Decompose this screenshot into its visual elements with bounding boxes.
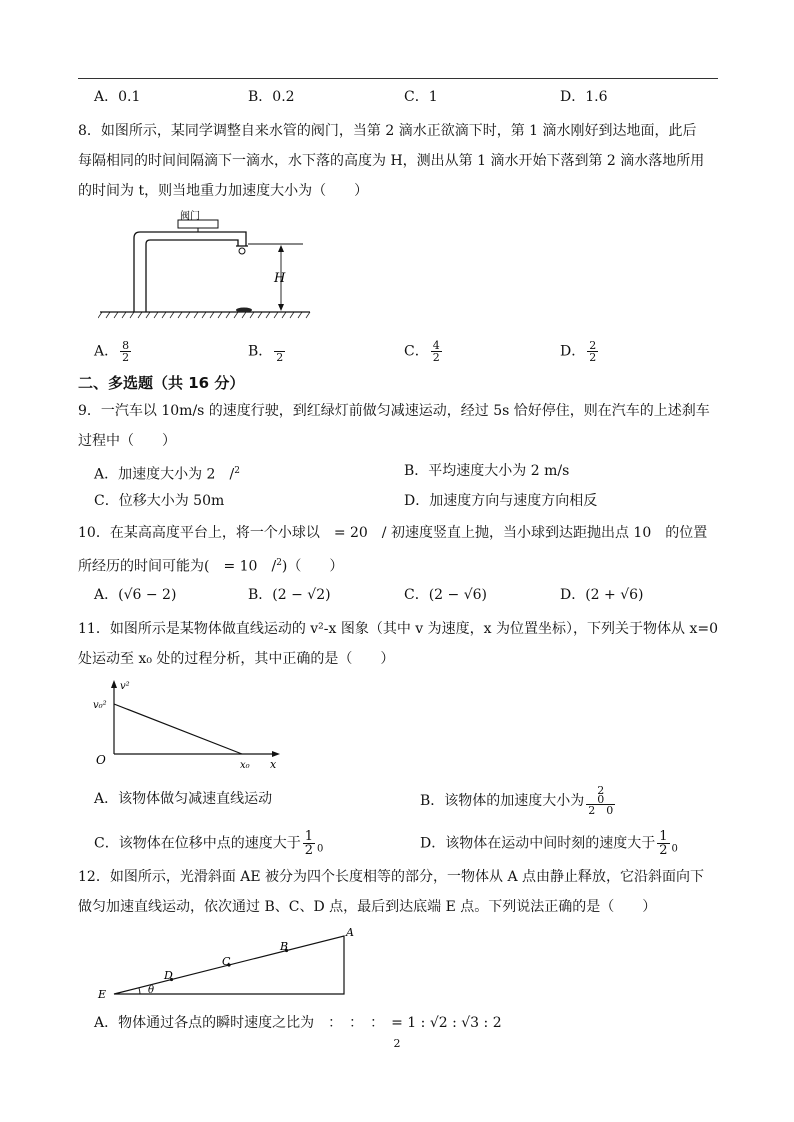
incline-figure: [92, 924, 362, 1004]
q8-line-2: 每隔相同的时间间隔滴下一滴水，水下落的高度为 H，测出从第 1 滴水开始下落到第 2 滴水落地所用: [78, 153, 705, 169]
q8-line-3: 的时间为 t，则当地重力加速度大小为（ ）: [78, 183, 369, 199]
y-intercept-label: v₀²: [93, 700, 107, 711]
q10-option-c: C．(2 − √6): [404, 587, 488, 603]
q9-option-b: B．平均速度大小为 2 m/s: [404, 463, 570, 479]
fraction-denominator: 2: [304, 843, 313, 858]
fraction-denominator: 2: [276, 351, 284, 364]
q9-option-d: D．加速度方向与速度方向相反: [404, 493, 598, 509]
x-axis-label: x: [270, 758, 277, 771]
point-a-label: A: [346, 926, 354, 939]
q9-line-1: 9．一汽车以 10m/s 的速度行驶，到红绿灯前做匀减速运动，经过 5s 恰好停住，则在汽车的上述刹车: [78, 403, 710, 419]
point-c-label: C: [222, 955, 231, 968]
q7-option-a: A．0.1: [94, 89, 141, 105]
q8-option-a: [94, 340, 133, 363]
option-text: B．该物体的加速度大小为: [420, 793, 585, 809]
fraction-denominator: 2 0: [588, 804, 614, 817]
q11-option-a: A．该物体做匀减速直线运动: [94, 791, 273, 807]
point-d-label: D: [164, 969, 173, 982]
subscript: 0: [317, 843, 324, 855]
q7-option-d: D．1.6: [560, 89, 608, 105]
q9-option-c: C．位移大小为 50m: [94, 493, 225, 509]
q12-line-2: 做匀加速直线运动，依次通过 B、C、D 点，最后到达底端 E 点。下列说法正确的是（ ）: [78, 899, 657, 915]
section-heading: 二、多选题（共 16 分）: [78, 374, 245, 392]
fraction-numerator: 8: [122, 339, 130, 352]
q11-option-c: [94, 830, 323, 858]
q10-option-d: D．(2 + √6): [560, 587, 644, 603]
option-text: A．加速度大小为 2 /: [94, 466, 235, 483]
angle-label: θ: [148, 985, 155, 996]
q8-option-d: [560, 340, 600, 363]
q12-option-a: A．物体通过各点的瞬时速度之比为 ： ： ： = 1 : √2 : √3 : 2: [94, 1015, 502, 1031]
q7-option-c: C．1: [404, 89, 438, 105]
fraction-denominator: 2: [589, 351, 597, 364]
option-text: C．该物体在位移中点的速度大于: [94, 835, 301, 852]
option-text: D．该物体在运动中间时刻的速度大于: [420, 835, 656, 852]
fraction-numerator: 4: [432, 339, 440, 352]
x-intercept-label: x₀: [240, 760, 250, 771]
height-label: H: [274, 271, 286, 286]
q8-option-b: [248, 340, 287, 363]
fraction-numerator: 1: [304, 829, 313, 844]
fraction-numerator: 1: [659, 829, 668, 844]
v2-x-line: [114, 704, 242, 754]
q9-line-2: 过程中（ ）: [78, 433, 176, 449]
fraction-denominator: 2: [122, 351, 130, 364]
superscript: 2: [234, 466, 240, 476]
q9-option-a: [94, 462, 240, 484]
fraction-denominator: 2: [659, 843, 668, 858]
faucet-figure: [98, 208, 318, 326]
q11-option-b: [420, 786, 617, 816]
q11-line-2: 处运动至 x₀ 处的过程分析，其中正确的是（ ）: [78, 651, 395, 667]
subscript: 0: [671, 843, 678, 855]
q12-line-1: 12．如图所示，光滑斜面 AE 被分为四个长度相等的部分，一物体从 A 点由静止释放，它沿斜面向下: [78, 869, 705, 885]
q10-line-1: 10．在某高高度平台上，将一个小球以 = 20 / 初速度竖直上抛，当小球到达距抛出点 10 的位置: [78, 525, 708, 541]
q11-line-1: 11．如图所示是某物体做直线运动的 v²-x 图象（其中 v 为速度，x 为位置坐标），下列关于物体从 x=0: [78, 621, 718, 637]
fraction-denominator: 2: [432, 351, 440, 364]
option-label: C．: [404, 343, 429, 360]
origin-label: O: [96, 753, 106, 767]
fraction-numerator: 2: [589, 339, 597, 352]
fraction-numerator: 2 0: [586, 786, 615, 805]
q10-line-2-text: 所经历的时间可能为( = 10 /: [78, 558, 277, 575]
v2-x-graph: [90, 676, 290, 776]
y-axis-label: v²: [120, 681, 130, 692]
option-label: A．: [94, 343, 119, 360]
q10-line-2-end: )（ ）: [281, 558, 344, 575]
option-label: B．: [248, 343, 273, 360]
page-number: 2: [393, 1037, 401, 1050]
superscript: 2: [276, 558, 282, 568]
header-rule: [78, 78, 718, 79]
point-e-label: E: [98, 988, 107, 1001]
q7-option-b: B．0.2: [248, 89, 295, 105]
q8-line-1: 8．如图所示，某同学调整自来水管的阀门，当第 2 滴水正欲滴下时，第 1 滴水刚好到达地面，此后: [78, 123, 697, 139]
q8-option-c: [404, 340, 444, 363]
valve-label: 阀门: [180, 211, 200, 222]
point-b-label: B: [280, 940, 289, 953]
q10-option-a: A．(√6 − 2): [94, 587, 177, 603]
q10-line-2: [78, 554, 343, 576]
q11-option-d: [420, 830, 678, 858]
option-label: D．: [560, 343, 586, 360]
q10-option-b: B．(2 − √2): [248, 587, 331, 603]
